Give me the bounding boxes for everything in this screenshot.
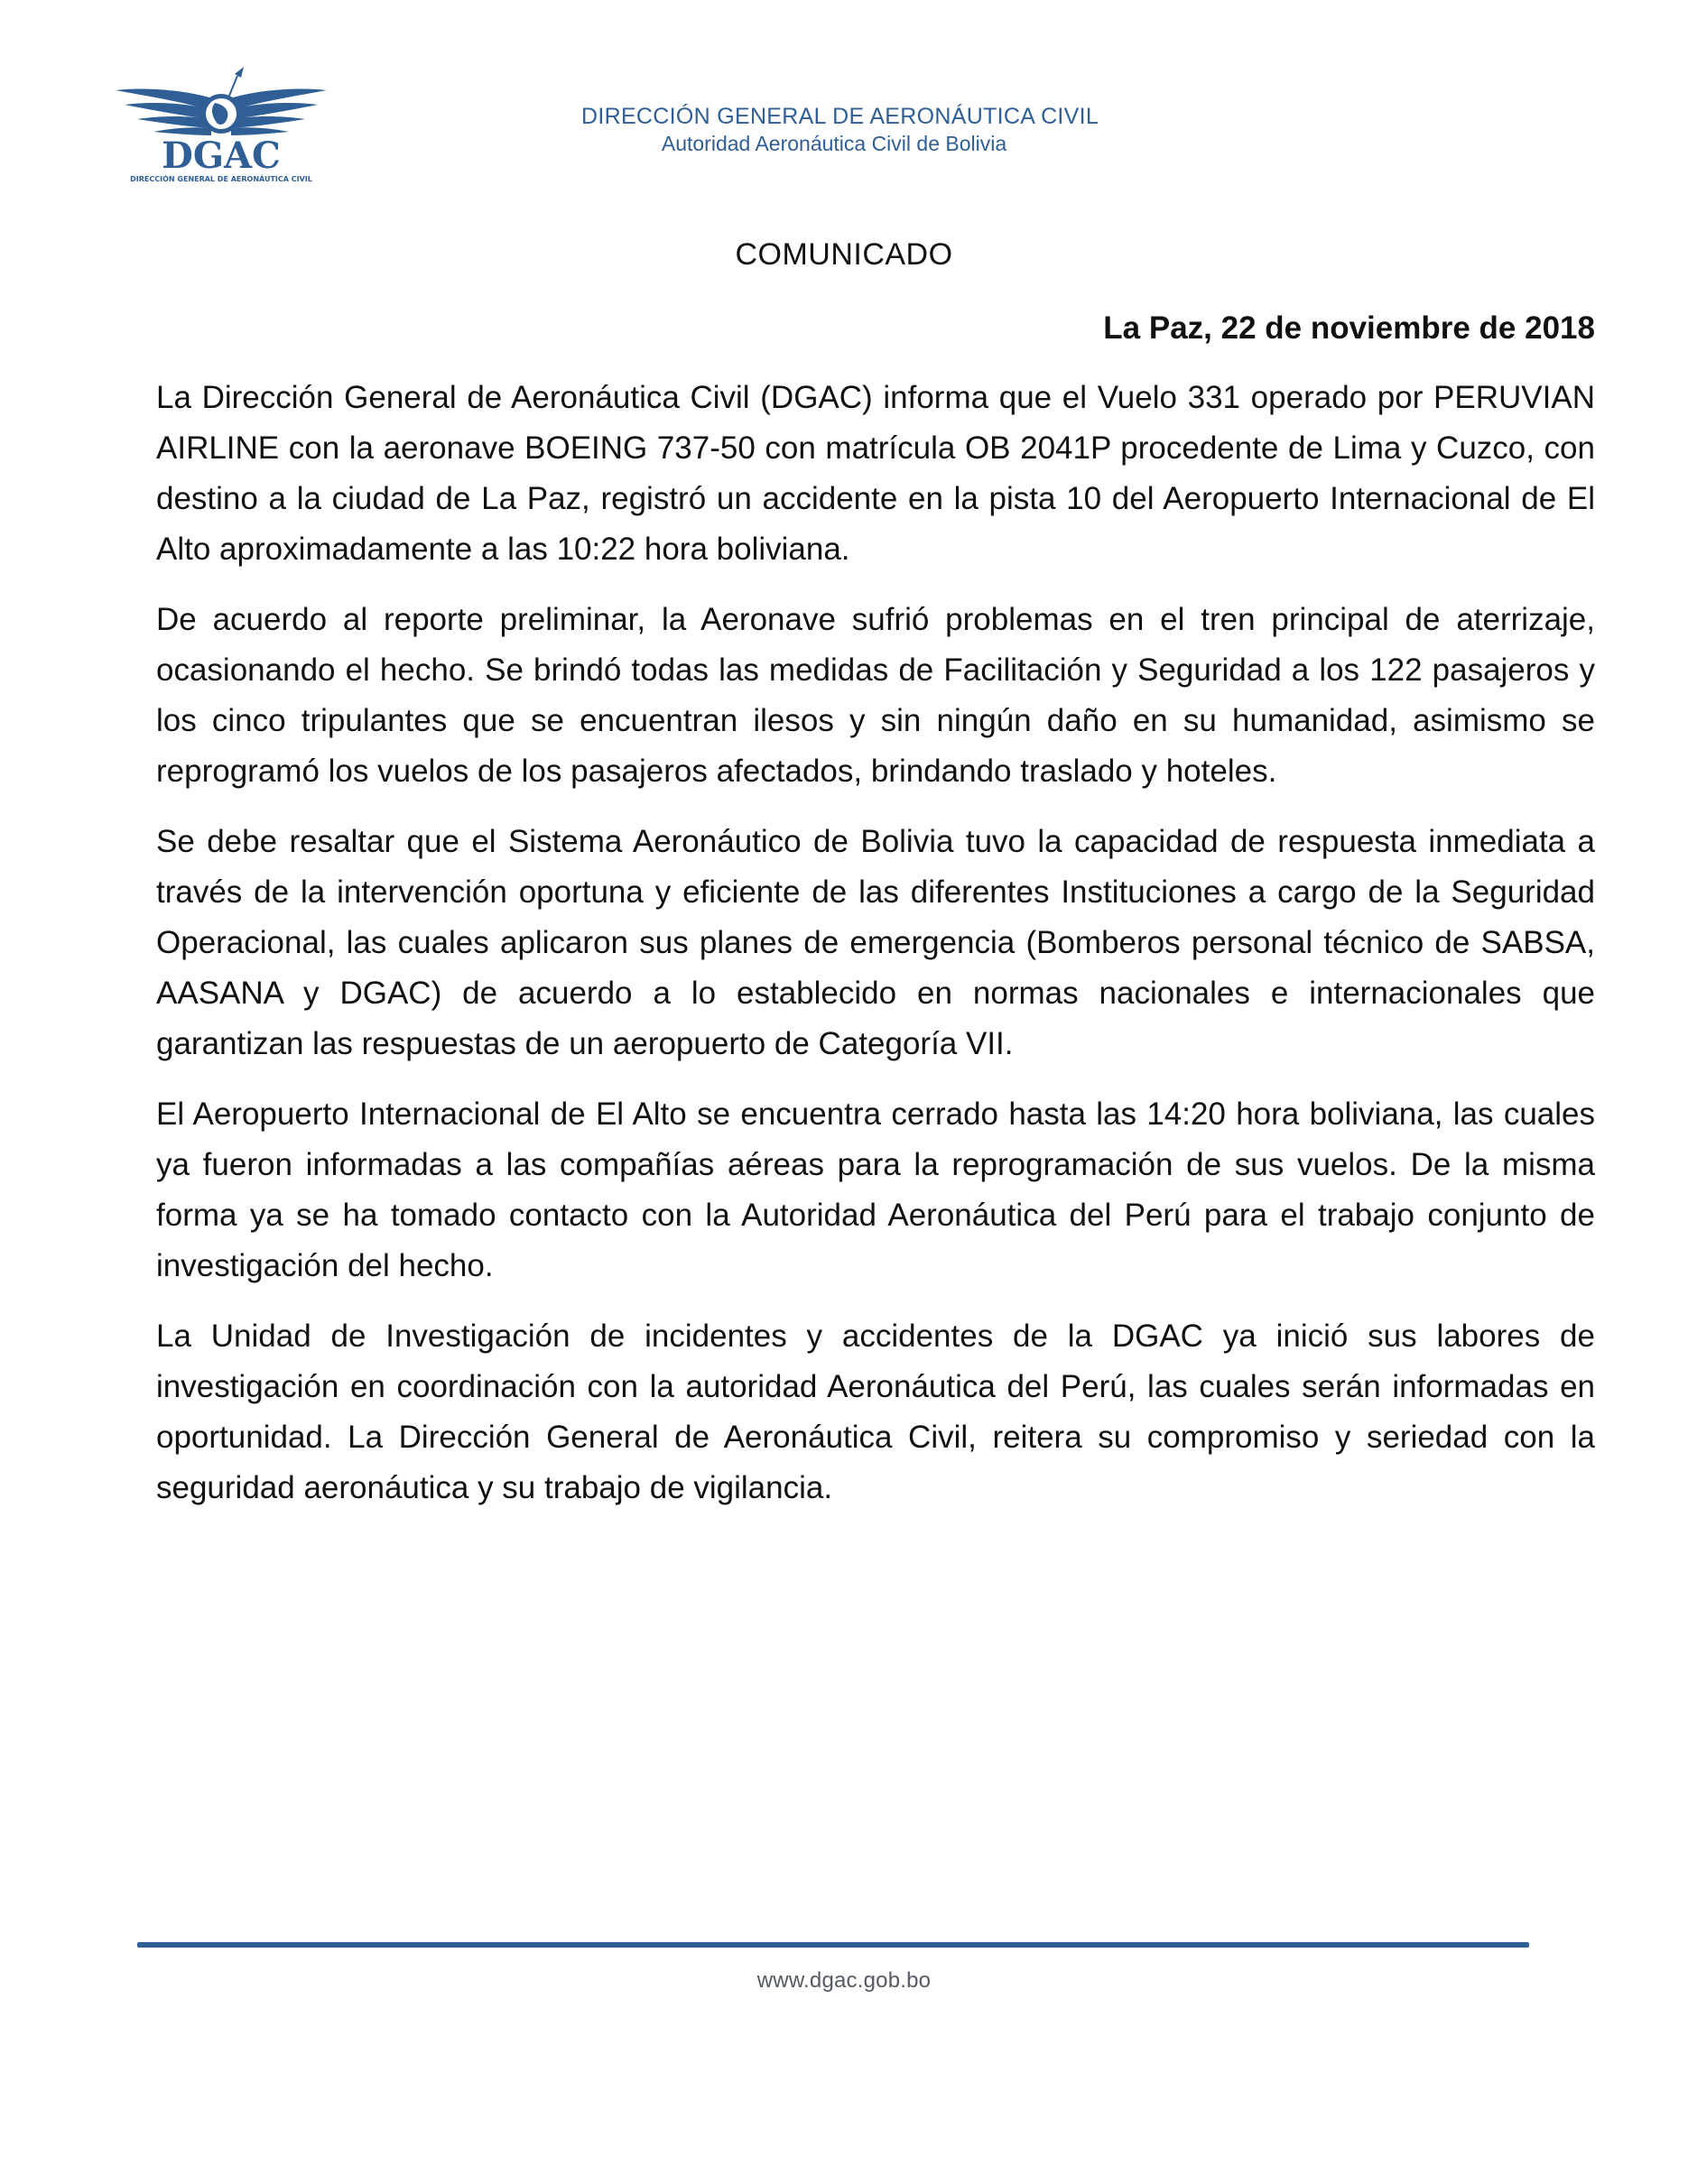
dgac-logo	[108, 63, 334, 185]
footer-website-link[interactable]: www.dgac.gob.bo	[756, 1968, 932, 1993]
paragraph-2: De acuerdo al reporte preliminar, la Aeronave sufrió problemas en el tren principal de aterrizaje, ocasionando el hecho. Se brindó todas las medidas de Facilitación y Seguridad a los 122 pasajeros y los cinco tripulantes que se encuentran ilesos y sin ningún daño en su humanidad, asimismo se reprogramó los vuelos de los pasajeros afectados, brindando traslado y hoteles.	[156, 602, 1595, 789]
org-subtitle: Autoridad Aeronáutica Civil de Bolivia	[661, 132, 1007, 155]
document-body	[156, 373, 1595, 1533]
wings-emblem-icon	[108, 63, 334, 185]
letterhead	[581, 103, 1099, 157]
paragraph-5: La Unidad de Investigación de incidentes y accidentes de la DGAC ya inició sus labores de investigación en coordinación con la autoridad Aeronáutica del Perú, las cuales serán informadas en oportunidad. La Dirección General de Aeronáutica Civil, reitera su compromiso y seriedad con la seguridad aeronáutica y su trabajo de vigilancia.	[156, 1319, 1595, 1505]
footer-divider	[137, 1942, 1529, 1948]
svg-text:DGAC: DGAC	[162, 134, 281, 177]
paragraph-4: El Aeropuerto Internacional de El Alto se encuentra cerrado hasta las 14:20 hora boliviana, las cuales ya fueron informadas a las compañías aéreas para la reprogramación de sus vuelos. De la misma forma ya se ha tomado contacto con la Autoridad Aeronáutica del Perú para el trabajo conjunto de investigación del hecho.	[156, 1097, 1595, 1283]
document-title: COMUNICADO	[735, 237, 953, 272]
org-name: DIRECCIÓN GENERAL DE AERONÁUTICA CIVIL	[581, 104, 1099, 129]
document-date: La Paz, 22 de noviembre de 2018	[1103, 310, 1595, 346]
paragraph-1: La Dirección General de Aeronáutica Civil (DGAC) informa que el Vuelo 331 operado por PERUVIAN AIRLINE con la aeronave BOEING 737-50 con matrícula OB 2041P procedente de Lima y Cuzco, con destino a la ciudad de La Paz, registró un accidente en la pista 10 del Aeropuerto Internacional de El Alto aproximadamente a las 10:22 hora boliviana.	[156, 380, 1595, 567]
svg-text:DIRECCIÓN GENERAL DE AERONÁUTI: DIRECCIÓN GENERAL DE AERONÁUTICA CIVIL	[130, 175, 312, 183]
paragraph-3: Se debe resaltar que el Sistema Aeronáutico de Bolivia tuvo la capacidad de respuesta inmediata a través de la intervención oportuna y eficiente de las diferentes Instituciones a cargo de la Seguridad Operacional, las cuales aplicaron sus planes de emergencia (Bomberos personal técnico de SABSA, AASANA y DGAC) de acuerdo a lo establecido en normas nacionales e internacionales que garantizan las respuestas de un aeropuerto de Categoría VII.	[156, 824, 1595, 1061]
